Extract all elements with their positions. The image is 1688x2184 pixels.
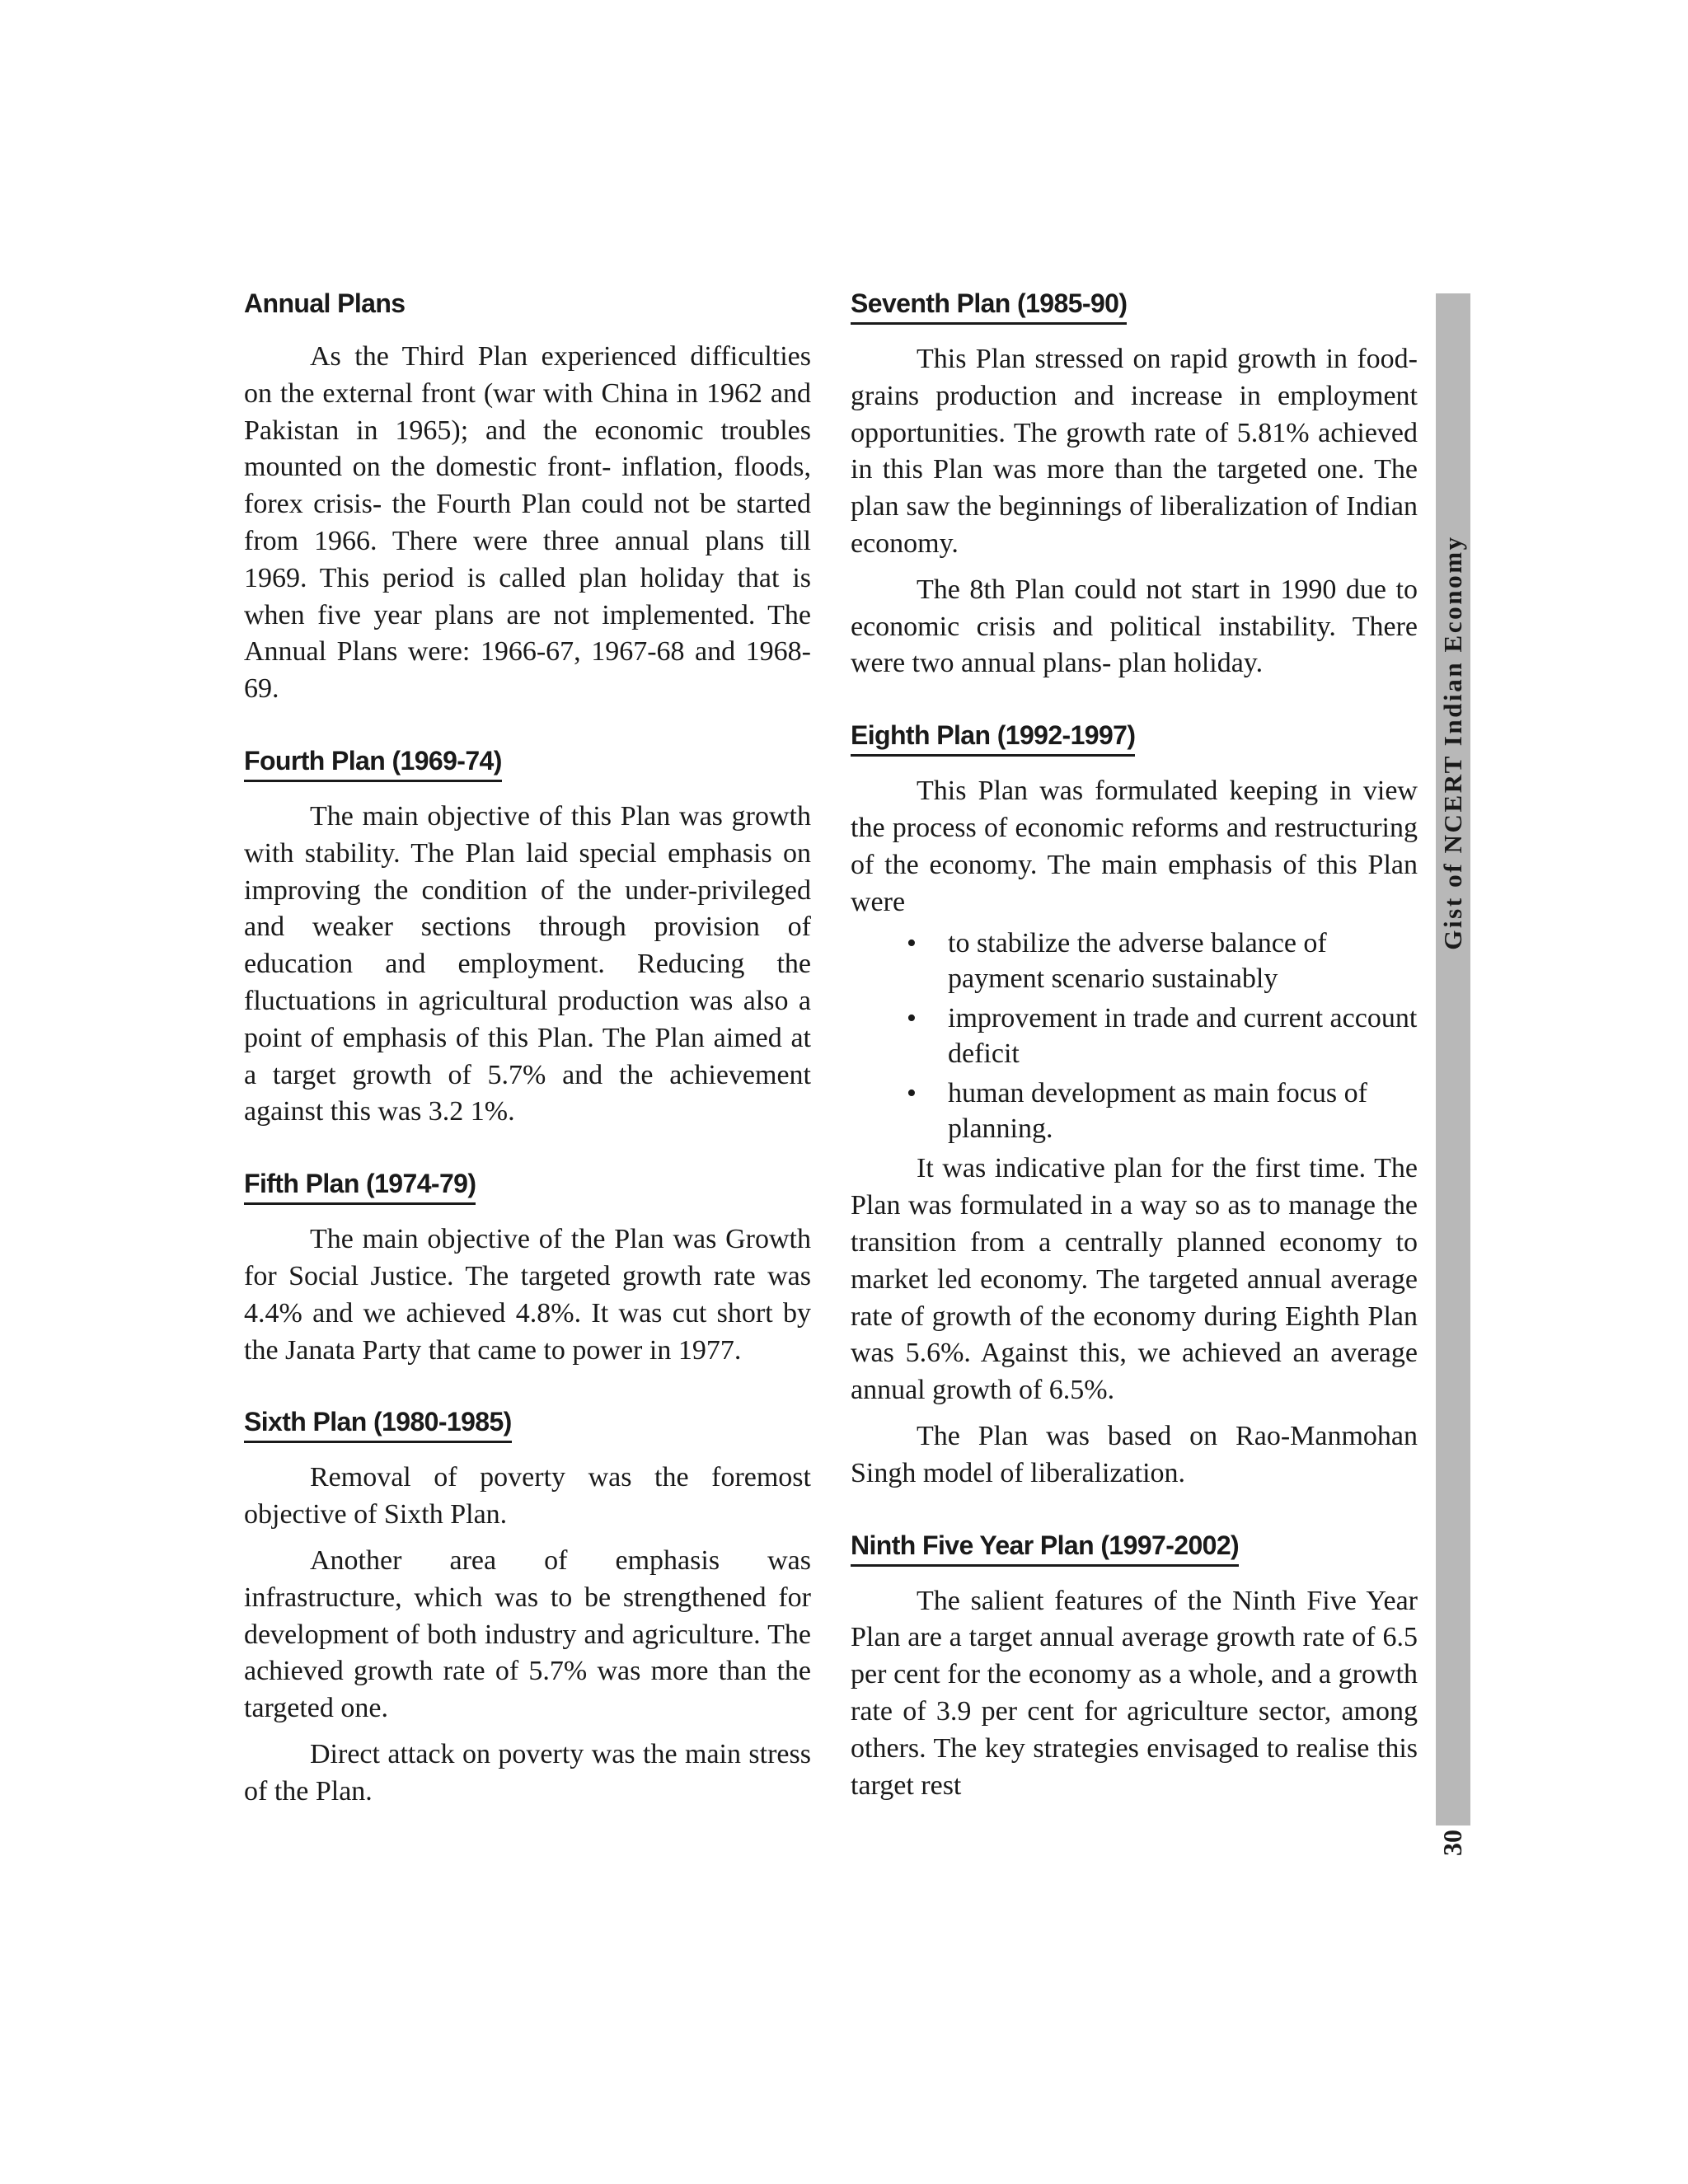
right-column [851,287,1418,1804]
list-item: • to stabilize the adverse balance of payment scenario sustainably [948,926,1418,996]
heading-sixth-plan: Sixth Plan (1980-1985) [244,1405,512,1443]
list-item: • human development as main focus of planning. [948,1076,1418,1146]
section-seventh-plan [851,287,1418,682]
paragraph: This Plan was formulated keeping in view the process of economic reforms and restructuring of the economy. The main emphasis of this Plan were [851,776,1418,917]
paragraph: Removal of poverty was the foremost objective of Sixth Plan. [244,1462,811,1530]
paragraph: It was indicative plan for the first time. The Plan was formulated in a way so as to manage the transition from a centrally planned economy to market led economy. The targeted annual average rate of growth of the economy during Eighth Plan was 5.6%. Against this, we achieved an average annual growth of 6.5%. [851,1153,1418,1406]
bullet-icon: • [907,1003,917,1034]
section-fifth-plan [244,1167,811,1369]
section-sixth-plan [244,1405,811,1810]
paragraph: The 8th Plan could not start in 1990 due to economic crisis and political instability. There were two annual plans- plan holiday. [851,574,1418,679]
bullet-icon: • [907,1078,917,1109]
heading-fifth-plan: Fifth Plan (1974-79) [244,1167,476,1205]
bullet-icon: • [907,928,917,959]
section-annual-plans [244,287,811,708]
paragraph: As the Third Plan experienced difficulties on the external front (war with China in 1962 and Pakistan in 1965); and the economic troubles mounted on the domestic front- inflation, floods, forex crisis- the Fourth Plan could not be started from 1966. There were three annual plans till 1969. This period is called plan holiday that is when five year plans are not implemented. The Annual Plans were: 1966-67, 1967-68 and 1968-69. [244,341,811,705]
bullet-list [851,926,1418,1146]
page-number: 30 [1435,1825,1471,1860]
heading-ninth-plan: Ninth Five Year Plan (1997-2002) [851,1529,1239,1567]
heading-fourth-plan: Fourth Plan (1969-74) [244,744,502,782]
section-fourth-plan [244,744,811,1131]
paragraph: The Plan was based on Rao-Manmohan Singh model of liberalization. [851,1420,1418,1488]
heading-eighth-plan: Eighth Plan (1992-1997) [851,719,1135,757]
heading-annual-plans: Annual Plans [244,288,406,318]
paragraph: Direct attack on poverty was the main stress of the Plan. [244,1738,811,1807]
paragraph: The main objective of the Plan was Growth for Social Justice. The targeted growth rate was 4.4% and we achieved 4.8%. It was cut short by the Janata Party that came to power in 1977. [244,1224,811,1366]
paragraph: The main objective of this Plan was growth with stability. The Plan laid special emphasis on improving the condition of the under-privileged and weaker sections through provision of education and employment. Reducing the fluctuations in agricultural production was also a point of emphasis of this Plan. The Plan aimed at a target growth of 5.7% and the achievement against this was 3.2 1%. [244,800,811,1127]
paragraph: This Plan stressed on rapid growth in food-grains production and increase in employment opportunities. The growth rate of 5.81% achieved in this Plan was more than the targeted one. The plan saw the beginnings of liberalization of Indian economy. [851,344,1418,559]
heading-seventh-plan: Seventh Plan (1985-90) [851,287,1127,325]
section-ninth-plan [851,1529,1418,1805]
left-column [244,287,811,1811]
book-title: Gist of NCERT Indian Economy [1438,535,1467,950]
section-eighth-plan [851,719,1418,1492]
list-item: • improvement in trade and current account deficit [948,1001,1418,1071]
paragraph: Another area of emphasis was infrastructure, which was to be strengthened for development of both industry and agriculture. The achieved growth rate of 5.7% was more than the targeted one. [244,1544,811,1724]
paragraph: The salient features of the Ninth Five Year Plan are a target annual average growth rate of 6.5 per cent for the economy as a whole, and a growth rate of 3.9 per cent for agriculture sector, among others. The key strategies envisaged to realise this target rest [851,1585,1418,1801]
